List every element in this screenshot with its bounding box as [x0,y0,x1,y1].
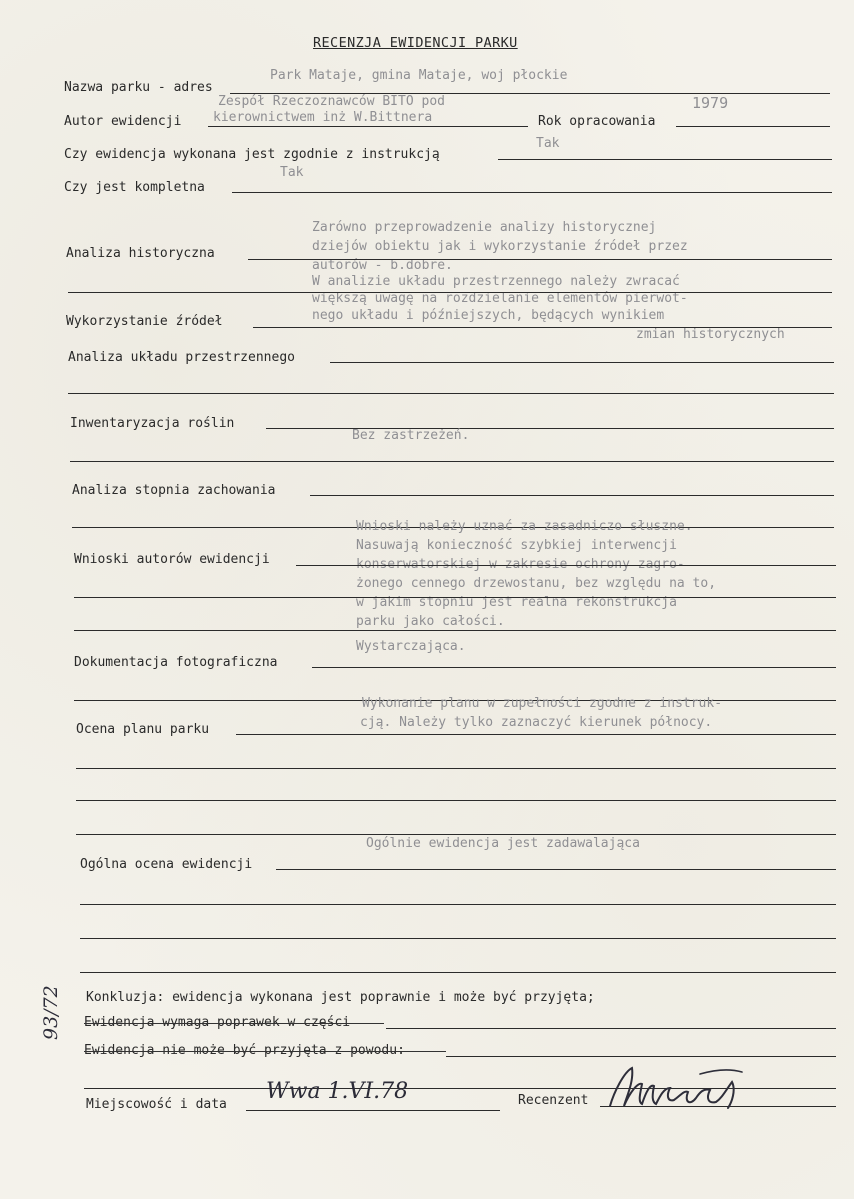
line-analiza-extra [68,292,832,293]
line-wnioski-extra [74,597,836,598]
line-dokumentacja [312,667,836,668]
value-rok: 1979 [692,94,729,112]
line-rok [676,126,830,127]
label-kompletna: Czy jest kompletna [64,180,205,195]
label-uklad: Analiza układu przestrzennego [68,350,295,365]
wnioski-text-line: Nasuwają konieczność szybkiej interwencji [356,538,677,553]
side-note: 93/72 [40,985,62,1040]
value-autor-line1: Zespół Rzeczoznawców BITO pod [218,94,445,109]
label-wykorzystanie: Wykorzystanie źródeł [66,314,223,329]
wnioski-text-line: konserwatorskiej w zakresie ochrony zagro- [356,557,685,572]
line-ogolna-extra [80,972,836,973]
value-zgodnosc: Tak [536,136,560,151]
line-ogolna [276,869,836,870]
line-ogolna-extra [80,938,836,939]
label-rok: Rok opracowania [538,114,656,129]
label-autor: Autor ewidencji [64,114,182,129]
label-recenzent: Recenzent [518,1093,589,1108]
label-stopien: Analiza stopnia zachowania [72,483,276,498]
line-analiza-historyczna [248,259,832,260]
konkluzja-line: Konkluzja: ewidencja wykonana jest poprawnie i może być przyjęta; [86,990,595,1005]
line-plan [236,734,836,735]
strikethrough-poprawki [84,1023,384,1024]
value-inwentaryzacja: Bez zastrzeżeń. [352,428,470,443]
label-wnioski: Wnioski autorów ewidencji [74,552,270,567]
label-zgodnosc: Czy ewidencja wykonana jest zgodnie z instrukcją [64,147,440,162]
line-miejsce-data [246,1110,500,1111]
line-uklad [330,362,834,363]
line-ogolna-extra [80,904,836,905]
line-wykorzystanie [253,327,832,328]
line-autor [208,126,528,127]
line-stopien [310,495,834,496]
label-miejsce-data: Miejscowość i data [86,1097,227,1112]
line-plan-extra [76,834,836,835]
value-ogolna: Ogólnie ewidencja jest zadawalająca [366,836,640,851]
line-wnioski [296,565,836,566]
label-dokumentacja: Dokumentacja fotograficzna [74,655,278,670]
value-nazwa-parku: Park Mataje, gmina Mataje, woj płockie [270,68,568,83]
wnioski-text-line: parku jako całości. [356,614,505,629]
line-kompletna [232,192,832,193]
analiza-text-line: W analizie układu przestrzennego należy zwracać [312,274,680,289]
document-title: RECENZJA EWIDENCJI PARKU [313,35,518,51]
analiza-text-line: nego układu i późniejszych, będących wynikiem [312,308,665,323]
analiza-text-line: większą uwagę na rozdzielanie elementów pierwot- [312,291,688,306]
wnioski-text-line: Wnioski należy uznać za zasadniczo słuszne. [356,519,693,534]
line-poprawki [386,1028,836,1029]
line-inwentaryzacja-extra [70,461,834,462]
line-odrzucona [446,1056,836,1057]
line-wnioski-extra [74,630,836,631]
value-autor-line2: kierownictwem inż W.Bittnera [213,110,433,125]
line-plan-extra [76,768,836,769]
analiza-text-line: dziejów obiektu jak i wykorzystanie źródeł przez [312,239,688,254]
label-plan: Ocena planu parku [76,722,210,737]
label-inwentaryzacja: Inwentaryzacja roślin [70,416,235,431]
value-dokumentacja: Wystarczająca. [356,639,466,654]
analiza-text-line: autorów - b.dobre. [312,258,453,273]
line-plan-extra [76,800,836,801]
analiza-text-line: Zarówno przeprowadzenie analizy historycznej [312,220,657,235]
label-analiza-historyczna: Analiza historyczna [66,246,215,261]
konkluzja-odrzucona: Ewidencja nie może być przyjęta z powodu: [84,1043,405,1058]
plan-text-line: Wykonanie planu w zupełności zgodne z instruk- [362,696,723,711]
wnioski-text-line: w jakim stopniu jest realna rekonstrukcja [356,595,677,610]
value-miejsce-data: Wwa 1.VI.78 [266,1079,409,1104]
label-ogolna: Ogólna ocena ewidencji [80,857,253,872]
line-uklad-extra [68,393,834,394]
recenzent-signature [604,1062,754,1122]
wnioski-text-line: żonego cennego drzewostanu, bez względu na to, [356,576,717,591]
strikethrough-odrzucona [84,1051,446,1052]
line-zgodnosc [498,159,832,160]
konkluzja-poprawki: Ewidencja wymaga poprawek w części [84,1015,351,1030]
label-nazwa-parku: Nazwa parku - adres [64,80,213,95]
plan-text-line: cją. Należy tylko zaznaczyć kierunek północy. [360,715,713,730]
analiza-text-line: zmian historycznych [636,327,785,342]
value-kompletna: Tak [280,165,304,180]
